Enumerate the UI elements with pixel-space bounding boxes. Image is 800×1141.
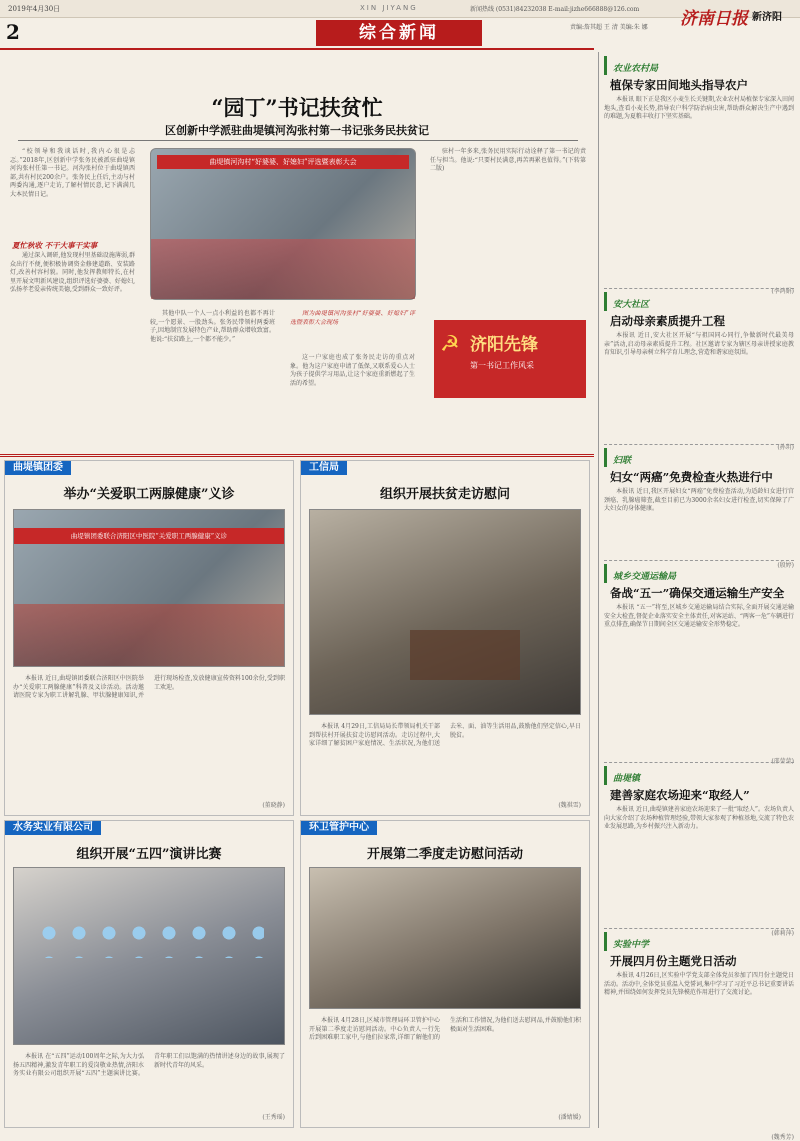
brief-tag: 实验中学 — [613, 940, 650, 950]
section-tag: 水务实业有限公司 — [5, 821, 101, 835]
brief-byline: (韩莉萍) — [771, 930, 794, 937]
lead-photo-caption: 图为曲堤镇河沟张村“好婆婆、好媳妇”评选暨表彰大会现场 — [290, 310, 415, 326]
promo-box — [434, 320, 586, 398]
story-industry-bureau — [300, 460, 590, 816]
brief-tag: 曲堤镇 — [613, 774, 641, 784]
photo-crowd — [14, 604, 284, 666]
hotline: 新闻热线 (0531)84232038 E-mail:jizhe666888@126.com — [470, 6, 640, 13]
brief-title: 开展四月份主题党日活动 — [610, 954, 737, 968]
story-photo — [309, 867, 581, 1009]
brief-tag: 妇联 — [613, 456, 632, 466]
lead-col4: 这一户家庭也成了张务民走访的重点对象。他为这户家庭申请了低保,又联系爱心人士为孩子提供学习用品,让这个家庭重新燃起了生活的希望。 — [290, 354, 415, 387]
photo-balloons — [34, 918, 264, 958]
brief-body: 本报讯 “五一”将至,区城乡交通运输局结合实际,全面开展交通运输安全大检查,督促企业落实安全主体责任,对客运站、“两客一危”车辆进行重点排查,确保节日期间全区交通运输安全形势稳定。 — [604, 604, 794, 629]
page-number: 2 — [6, 20, 20, 44]
story-body: 本报讯 4月29日,工信局局长带领局机关干部到帮扶村开展扶贫走访慰问活动。走访过程中,大家详细了解贫困户家庭情况、生活状况,为他们送去米、面、油等生活用品,鼓励他们坚定信心,早日脱贫。 — [309, 723, 581, 748]
brief-transport-bureau — [604, 564, 794, 765]
lead-col5: 驻村一年多来,张务民用实际行动诠释了第一书记的责任与担当。他说:“只要村民满意,再苦再累也值得。”(下转第二版) — [430, 148, 586, 173]
promo-title: 济阳先锋 — [470, 335, 538, 355]
brief-title: 启动母亲素质提升工程 — [610, 314, 725, 328]
lead-divider — [0, 454, 594, 457]
promo-subtitle: 第一书记工作风采 — [470, 361, 534, 370]
brief-byline: (李鸿娟) — [771, 288, 794, 295]
brief-body: 本报讯 眼下正是我区小麦生长关键期,农业农村局植保专家深入田间地头,查看小麦长势,指导农户科学防治病虫害,帮助群众解决生产中遇到的难题,为夏粮丰收打下坚实基础。 — [604, 96, 794, 121]
lead-subtitle: 区创新中学派驻曲堤镇河沟张村第一书记张务民扶贫记 — [165, 124, 429, 137]
story-title: 开展第二季度走访慰问活动 — [366, 847, 523, 862]
photo-crowd — [151, 239, 415, 299]
lead-col1: “校领导和我谈话时,我内心很是忐忑。”2018年,区创新中学张务民被派驻曲堤镇河沟张村任第一书记。河沟张村位于曲堤镇西部,共有村民200余户。张务民上任后,主动与村两委沟通,逐户走访,了解村情民意,记下满满几大本民情日记。 — [10, 148, 135, 198]
lead-col2: 通过深入调研,他发现村里基础设施薄弱,群众出行不便,便积极协调资金修建道路、安装路灯,改善村容村貌。同时,他发挥教师特长,在村里开展文明新风建设,组织评选好婆婆、好媳妇,弘扬孝老爱亲传统美德,受到群众一致好评。 — [10, 252, 135, 294]
photo-banner: 曲堤镇河沟村“好婆婆、好媳妇”评选暨表彰大会 — [157, 155, 409, 169]
story-byline: (魏祺雪) — [558, 802, 581, 809]
story-byline: (董晓静) — [262, 802, 285, 809]
edition-label: XIN JIYANG — [360, 4, 418, 12]
story-photo — [13, 509, 285, 667]
brief-tag: 农业农村局 — [613, 64, 659, 74]
story-byline: (王秀瑶) — [262, 1114, 285, 1121]
brief-qudi-farm — [604, 766, 794, 937]
brief-divider — [604, 762, 794, 763]
header-rule — [0, 48, 594, 50]
story-title: 举办“关爱职工两腺健康”义诊 — [63, 487, 235, 502]
brief-body: 本报讯 近日,安大社区开展“与祖国同心同行,争做新时代最美母亲”活动,启动母亲素质提升工程。社区邀请专家为辖区母亲讲授家庭教育知识,引导母亲树立科学育儿理念,营造和谐家庭氛围。 — [604, 332, 794, 357]
story-photo — [309, 509, 581, 715]
brief-tag: 城乡交通运输局 — [613, 572, 677, 582]
brief-body: 本报讯 近日,曲堤镇建善家庭农场迎来了一批“取经人”。农场负责人向大家介绍了农场种植管理经验,带领大家参观了种植基地,交流了特色农业发展思路,为乡村振兴注入新动力。 — [604, 806, 794, 831]
section-tag: 环卫管护中心 — [301, 821, 377, 835]
brief-experimental-school — [604, 932, 794, 1141]
story-sanitation-center — [300, 820, 590, 1128]
lead-photo — [150, 148, 416, 300]
section-title: 综合新闻 — [316, 20, 482, 46]
section-tag: 曲堤镇团委 — [5, 461, 71, 475]
brief-womens-federation — [604, 448, 794, 569]
brief-divider — [604, 444, 794, 445]
lead-rule — [18, 140, 578, 141]
brief-byline: (孙玥) — [777, 444, 794, 451]
brief-tag: 安大社区 — [613, 300, 650, 310]
story-photo — [13, 867, 285, 1045]
lead-col3: 其他中队一个人一点小利益的也都不再计较,一个愿景、一股劲头。张务民带领村两委班子,因地制宜发展特色产业,帮助群众增收致富。他说:“扶贫路上,一个都不能少。” — [150, 310, 275, 343]
brief-divider — [604, 928, 794, 929]
brief-divider — [604, 560, 794, 561]
brief-agriculture — [604, 56, 794, 295]
story-byline: (潘婧媛) — [558, 1114, 581, 1121]
photo-banner: 曲堤镇团委联合济阳区中医院“关爱职工两腺健康”义诊 — [14, 528, 284, 544]
story-body: 本报讯 在“五四”运动100周年之际,为大力弘扬五四精神,激发青年职工的爱岗敬业热情,济阳水务实业有限公司组织开展“五四”主题演讲比赛。青年职工们以饱满的热情讲述身边的故事,展现了新时代青年的风采。 — [13, 1053, 285, 1078]
brief-body: 本报讯 4月26日,区实验中学党支部全体党员参加了四月份主题党日活动。活动中,全体党员重温入党誓词,集中学习了习近平总书记重要讲话精神,并围绕如何发挥党员先锋模范作用进行了交流讨论。 — [604, 972, 794, 997]
story-qudi-youth — [4, 460, 294, 816]
issue-date: 2019年4月30日 — [8, 5, 61, 13]
brief-anda-community — [604, 292, 794, 451]
editors: 责编:詹其超 王 清 美编:朱 娜 — [570, 24, 648, 31]
brief-divider — [604, 288, 794, 289]
brief-title: 妇女“两癌”免费检查火热进行中 — [610, 470, 773, 484]
photo-table — [410, 630, 520, 680]
section-tag: 工信局 — [301, 461, 347, 475]
brief-body: 本报讯 近日,我区开展妇女“两癌”免费检查活动,为适龄妇女进行宫颈癌、乳腺癌筛查,截至目前已为3000余名妇女进行检查,切实保障了广大妇女的身体健康。 — [604, 488, 794, 513]
column-divider — [598, 52, 599, 1128]
story-title: 组织开展“五四”演讲比赛 — [76, 847, 222, 862]
brief-byline: (殷婷) — [777, 562, 794, 569]
party-emblem-icon: ☭ — [440, 332, 460, 357]
brief-title: 建善家庭农场迎来“取经人” — [610, 788, 750, 802]
lead-title: “园丁”书记扶贫忙 — [211, 95, 383, 120]
brief-byline: (魏秀芳) — [771, 1134, 794, 1141]
masthead-logo: 济南日报 — [680, 9, 748, 29]
lead-subheading: 夏忙秋收 不干大事干实事 — [12, 241, 98, 250]
brief-title: 备战“五一”确保交通运输生产安全 — [610, 586, 785, 600]
lead-story — [0, 52, 594, 452]
story-body: 本报讯 4月28日,区城市管理局环卫管护中心开展第二季度走访慰问活动。中心负责人一行先后到困难职工家中,与他们拉家常,详细了解他们的生活和工作情况,为他们送去慰问品,并鼓励他们积极面对生活困难。 — [309, 1017, 581, 1042]
story-title: 组织开展扶贫走访慰问 — [379, 487, 510, 502]
brief-title: 植保专家田间地头指导农户 — [610, 78, 748, 92]
brief-byline: (邵莹莹) — [771, 758, 794, 765]
story-water-company — [4, 820, 294, 1128]
story-body: 本报讯 近日,曲堤镇团委联合济阳区中医院举办“关爱职工两腺健康”科普及义诊活动。活动邀请医院专家为职工讲解乳腺、甲状腺健康知识,并进行现场检查,发放健康宣传资料100余份,受到职工欢迎。 — [13, 675, 285, 700]
masthead-sub: 新济阳 — [752, 12, 782, 23]
